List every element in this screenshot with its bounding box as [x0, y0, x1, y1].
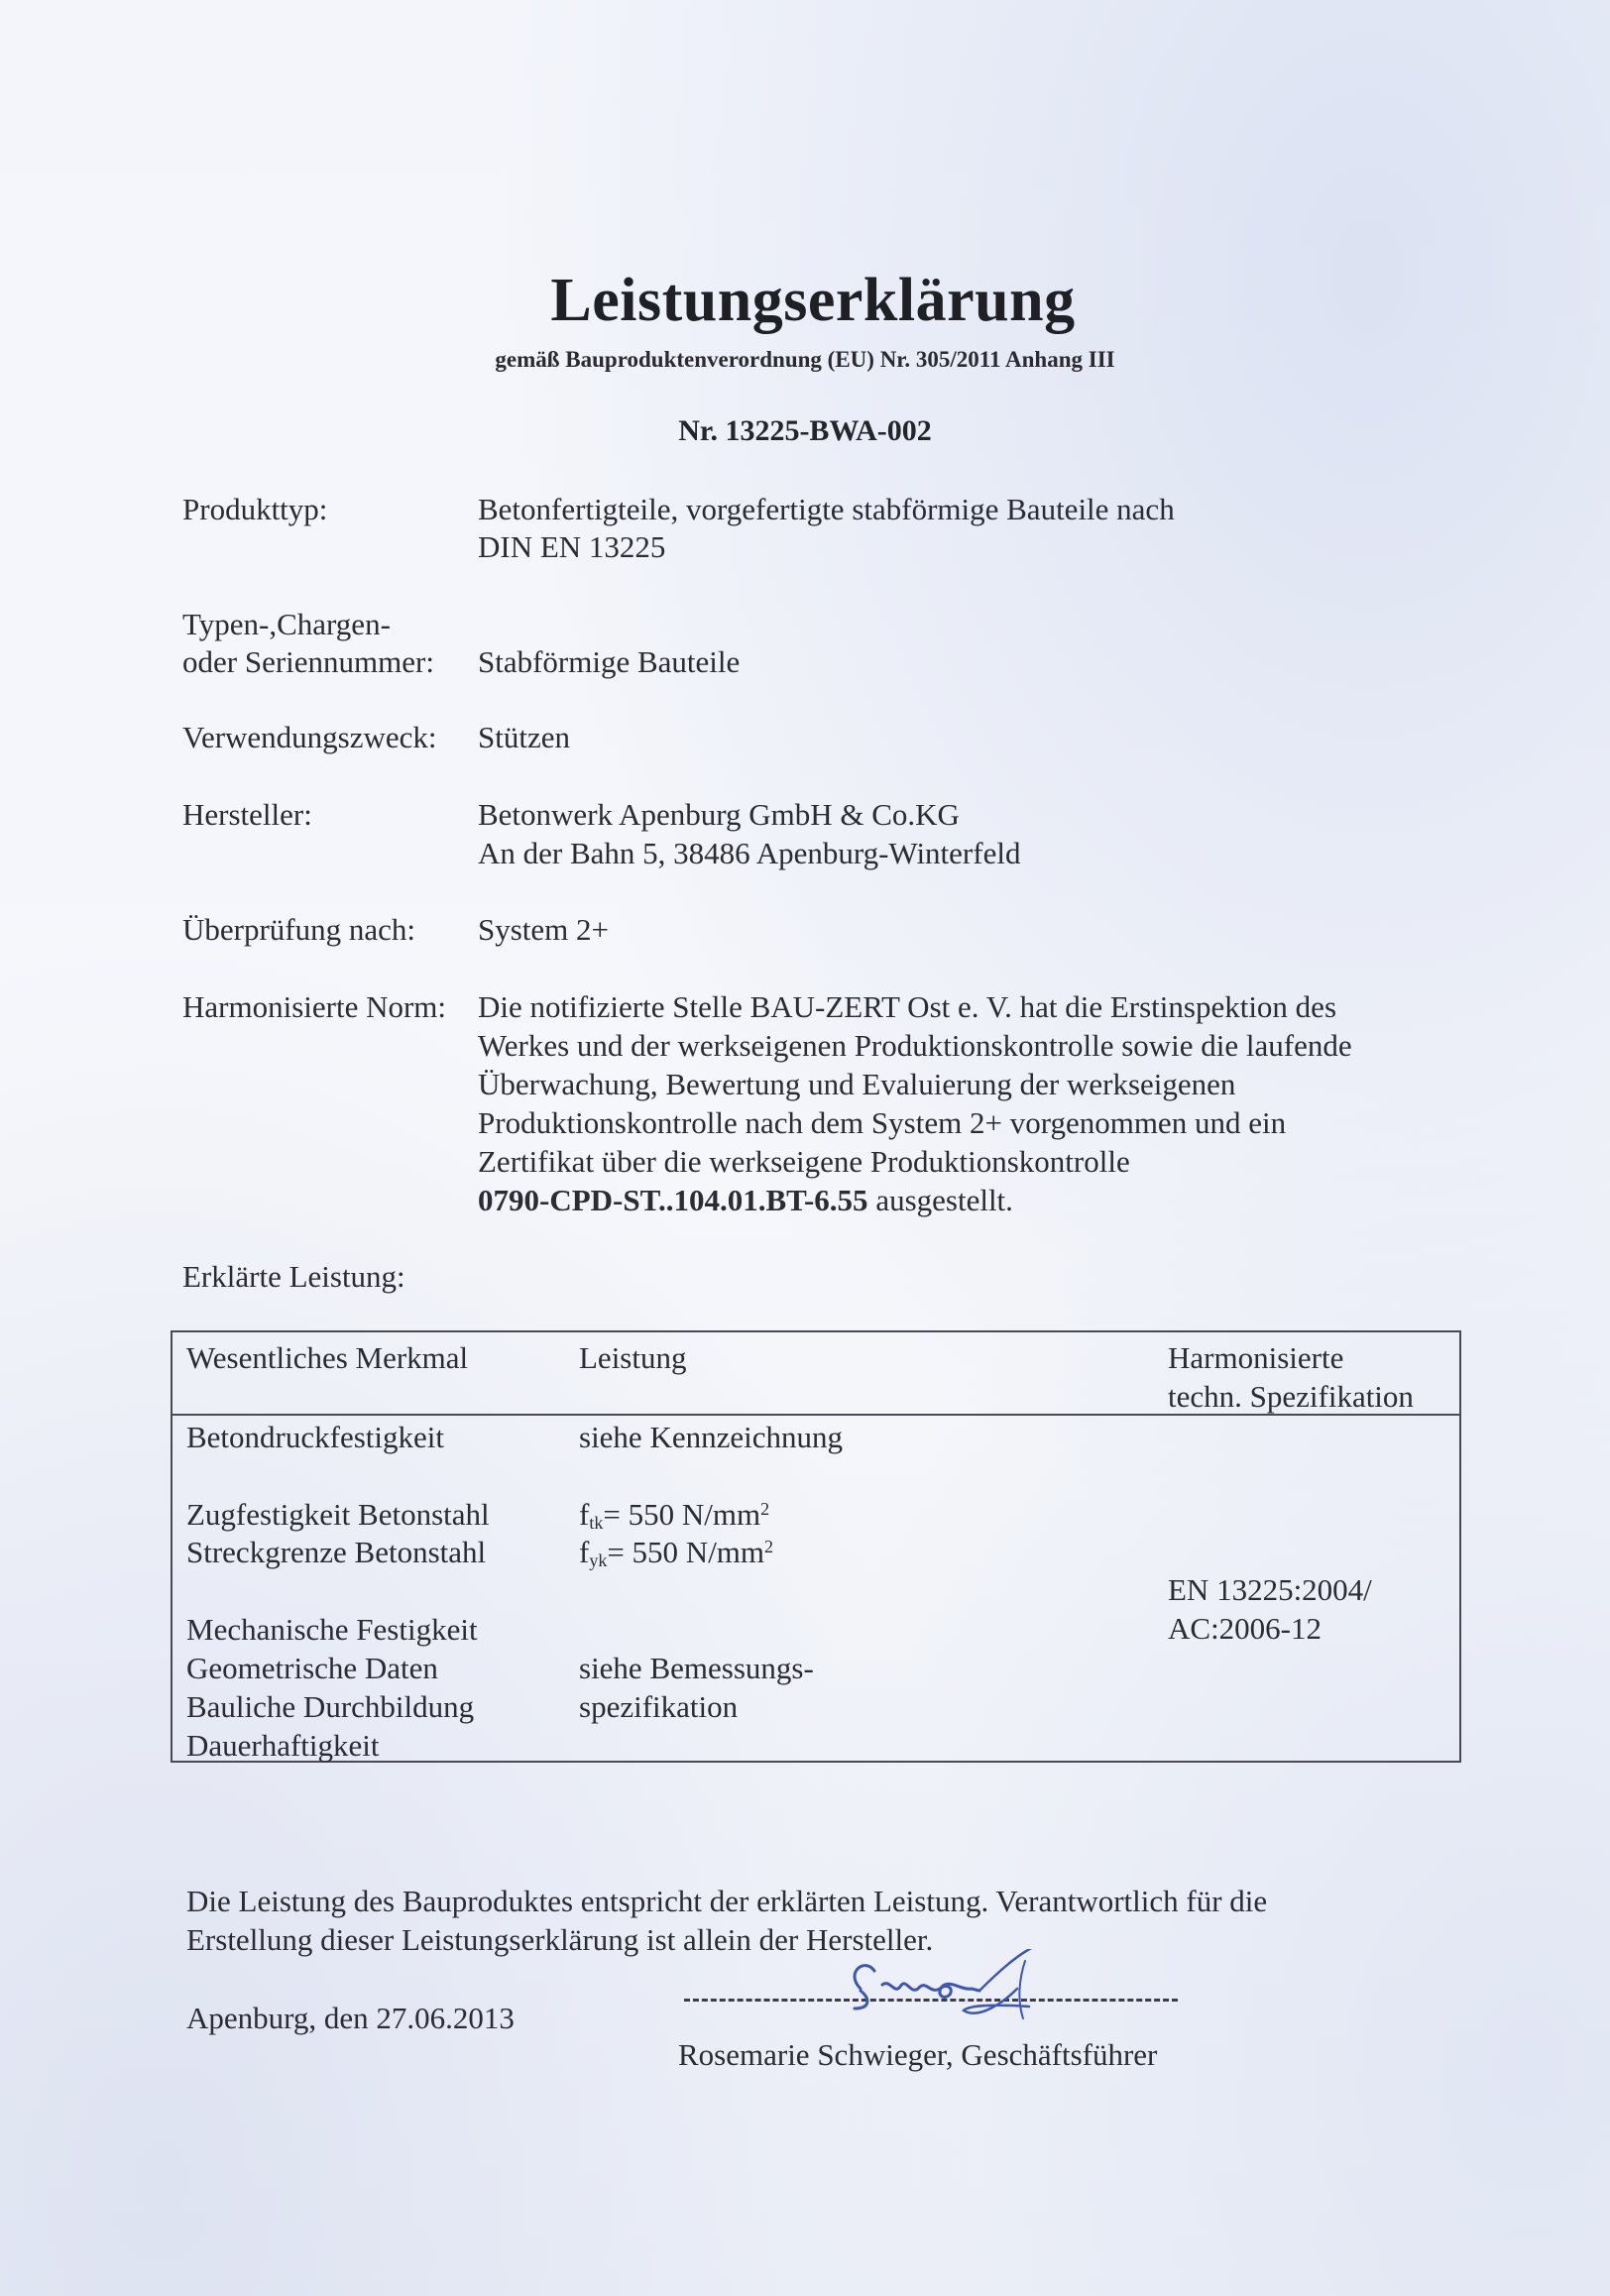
- norm-line: Überwachung, Bewertung und Evaluierung der werkseigenen: [478, 1067, 1236, 1101]
- norm-last-suffix: ausgestellt.: [867, 1183, 1013, 1217]
- table-cell-merkmal: Zugfestigkeit Betonstahl: [186, 1497, 490, 1532]
- table-cell-merkmal: Bauliche Durchbildung: [186, 1689, 475, 1724]
- document-subtitle: gemäß Bauproduktenverordnung (EU) Nr. 305/2011 Anhang III: [495, 347, 1115, 372]
- table-cell-spezifikation-line2: AC:2006-12: [1168, 1611, 1322, 1646]
- formula-subscript: tk: [589, 1513, 604, 1533]
- ueberpruefung-label: Überprüfung nach:: [182, 912, 415, 947]
- table-cell-merkmal: Mechanische Festigkeit: [186, 1612, 478, 1647]
- formula-value: = 550 N/mm: [603, 1497, 761, 1532]
- table-cell-merkmal: Geometrische Daten: [186, 1651, 438, 1685]
- handwritten-signature: [831, 1949, 1089, 2028]
- verwendung-value: Stützen: [478, 720, 570, 754]
- formula-value: = 550 N/mm: [607, 1535, 765, 1569]
- norm-line-last: [478, 1181, 1013, 1219]
- typen-label-line1: Typen-,Chargen-: [182, 607, 391, 641]
- formula-subscript: yk: [589, 1550, 608, 1570]
- hersteller-label: Hersteller:: [182, 797, 312, 832]
- norm-line: Werkes und der werkseigenen Produktionskontrolle sowie die laufende: [478, 1028, 1352, 1063]
- table-header-leistung: Leistung: [579, 1340, 687, 1375]
- document-number: Nr. 13225-BWA-002: [678, 414, 932, 447]
- norm-line: Produktionskontrolle nach dem System 2+ vorgenommen und ein: [478, 1105, 1287, 1140]
- certificate-number: 0790-CPD-ST..104.01.BT-6.55: [478, 1183, 868, 1217]
- table-header-spezifikation-line1: Harmonisierte: [1168, 1340, 1344, 1375]
- place-date: Apenburg, den 27.06.2013: [186, 2001, 515, 2035]
- norm-label: Harmonisierte Norm:: [182, 989, 447, 1024]
- formula-exponent: 2: [760, 1499, 770, 1519]
- hersteller-address: An der Bahn 5, 38486 Apenburg-Winterfeld: [478, 836, 1021, 870]
- produkttyp-label: Produkttyp:: [182, 492, 328, 526]
- table-cell-leistung: [579, 1533, 773, 1571]
- erklaerte-leistung-label: Erklärte Leistung:: [182, 1259, 405, 1294]
- table-cell-merkmal: Streckgrenze Betonstahl: [186, 1535, 487, 1569]
- table-cell-merkmal: Betondruckfestigkeit: [186, 1420, 444, 1454]
- norm-line: Zertifikat über die werkseigene Produktionskontrolle: [478, 1144, 1130, 1179]
- verwendung-label: Verwendungszweck:: [182, 720, 437, 754]
- statement-line1: Die Leistung des Bauproduktes entspricht der erklärten Leistung. Verantwortlich für die: [186, 1884, 1268, 1918]
- table-header-merkmal: Wesentliches Merkmal: [186, 1340, 469, 1375]
- table-cell-merkmal: Dauerhaftigkeit: [186, 1728, 380, 1763]
- ueberpruefung-value: System 2+: [478, 912, 610, 947]
- table-cell-spezifikation-line1: EN 13225:2004/: [1168, 1572, 1372, 1607]
- produkttyp-value-line2: DIN EN 13225: [478, 529, 666, 564]
- table-cell-leistung: siehe Bemessungs-: [579, 1651, 814, 1685]
- formula-symbol: f: [579, 1535, 590, 1569]
- document-title: Leistungserklärung: [550, 267, 1076, 334]
- produkttyp-value-line1: Betonfertigteile, vorgefertigte stabförmige Bauteile nach: [478, 492, 1175, 526]
- typen-value: Stabförmige Bauteile: [478, 644, 741, 679]
- table-cell-leistung: siehe Kennzeichnung: [579, 1420, 843, 1454]
- norm-line: Die notifizierte Stelle BAU-ZERT Ost e. V. hat die Erstinspektion des: [478, 989, 1337, 1024]
- statement-line2: Erstellung dieser Leistungserklärung ist allein der Hersteller.: [186, 1922, 934, 1957]
- formula-symbol: f: [579, 1497, 590, 1532]
- hersteller-name: Betonwerk Apenburg GmbH & Co.KG: [478, 797, 960, 832]
- table-cell-leistung: [579, 1495, 769, 1534]
- signatory-name: Rosemarie Schwieger, Geschäftsführer: [678, 2037, 1158, 2072]
- typen-label-line2: oder Seriennummer:: [182, 644, 434, 679]
- table-header-spezifikation-line2: techn. Spezifikation: [1168, 1379, 1414, 1414]
- formula-exponent: 2: [764, 1537, 774, 1556]
- table-cell-leistung: spezifikation: [579, 1689, 739, 1724]
